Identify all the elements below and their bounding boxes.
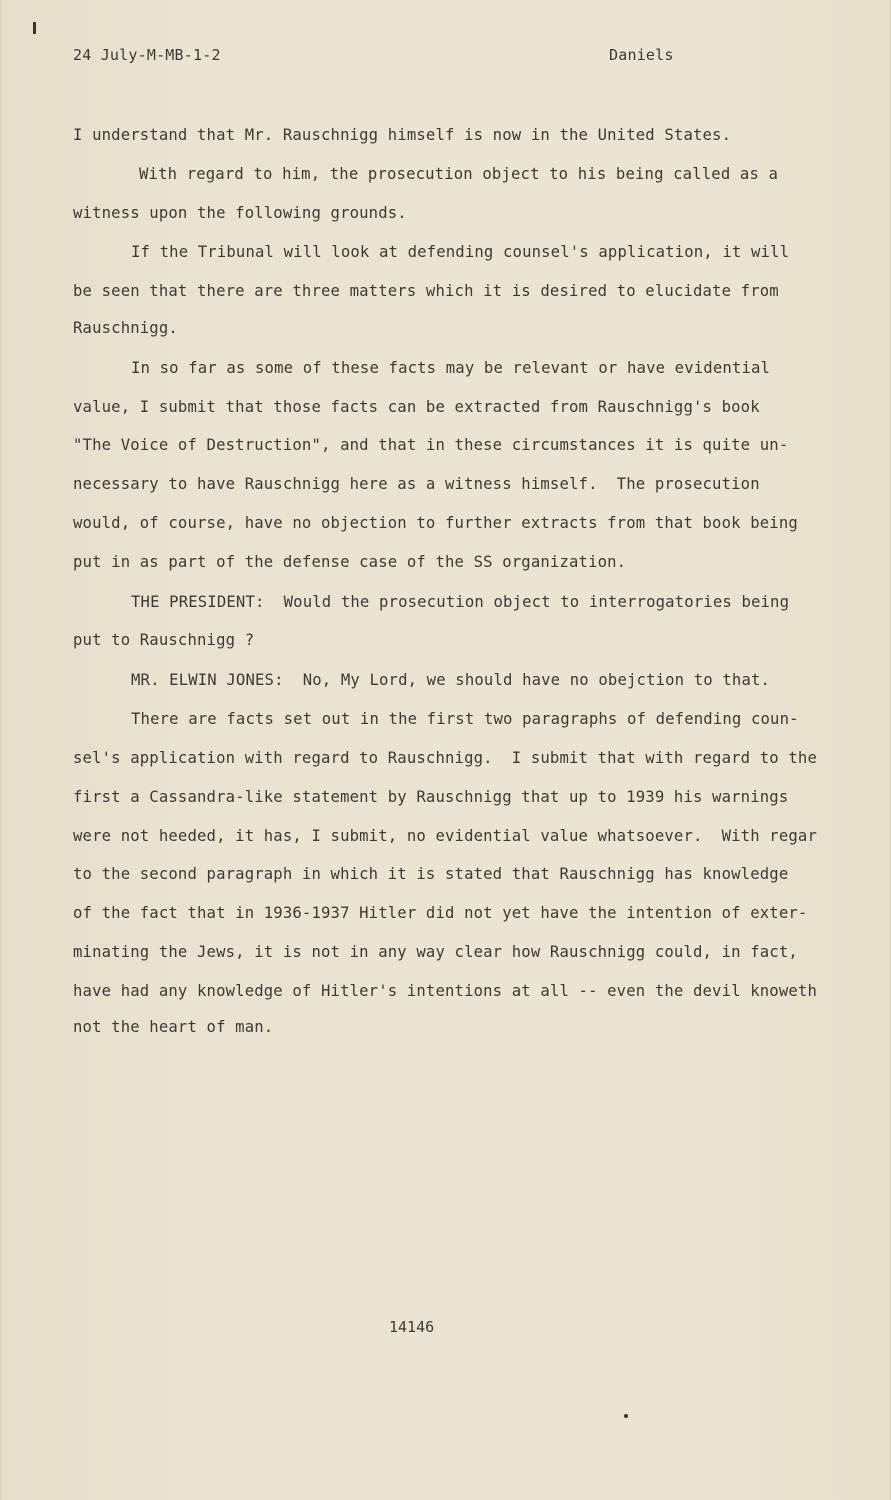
text-line: be seen that there are three matters which it is desired to elucidate from [73,282,779,300]
paper-speck [624,1414,628,1418]
text-line: not the heart of man. [73,1018,274,1036]
header-reference: 24 July-M-MB-1-2 [73,46,221,64]
header-reporter: Daniels [609,46,674,64]
text-line: first a Cassandra-like statement by Rauschnigg that up to 1939 his warnings [73,788,789,806]
text-line: have had any knowledge of Hitler's intentions at all -- even the devil knoweth [73,982,817,1000]
text-line: put to Rauschnigg ? [73,631,255,649]
text-line: to the second paragraph in which it is stated that Rauschnigg has knowledge [73,865,789,883]
text-line: MR. ELWIN JONES: No, My Lord, we should have no obejction to that. [131,671,771,689]
text-line: value, I submit that those facts can be extracted from Rauschnigg's book [73,398,760,416]
text-line: sel's application with regard to Rauschnigg. I submit that with regard to the [73,749,817,767]
text-line: There are facts set out in the first two paragraphs of defending coun- [131,710,799,728]
text-line: If the Tribunal will look at defending counsel's application, it will [131,243,790,261]
margin-mark [33,22,36,34]
text-line: were not heeded, it has, I submit, no evidential value whatsoever. With regar [73,827,817,845]
text-line: of the fact that in 1936-1937 Hitler did not yet have the intention of exter- [73,904,808,922]
text-line: necessary to have Rauschnigg here as a witness himself. The prosecution [73,475,760,493]
text-line: THE PRESIDENT: Would the prosecution object to interrogatories being [131,593,790,611]
text-line: I understand that Mr. Rauschnigg himself is now in the United States. [73,126,732,144]
text-line: witness upon the following grounds. [73,204,407,222]
text-line: In so far as some of these facts may be relevant or have evidential [131,359,771,377]
text-line: Rauschnigg. [73,319,178,337]
text-line: With regard to him, the prosecution object to his being called as a [139,165,779,183]
text-line: put in as part of the defense case of the SS organization. [73,553,627,571]
text-line: would, of course, have no objection to further extracts from that book being [73,514,798,532]
text-line: minating the Jews, it is not in any way clear how Rauschnigg could, in fact, [73,943,798,961]
page-number: 14146 [389,1318,435,1336]
text-line: "The Voice of Destruction", and that in these circumstances it is quite un- [73,436,789,454]
